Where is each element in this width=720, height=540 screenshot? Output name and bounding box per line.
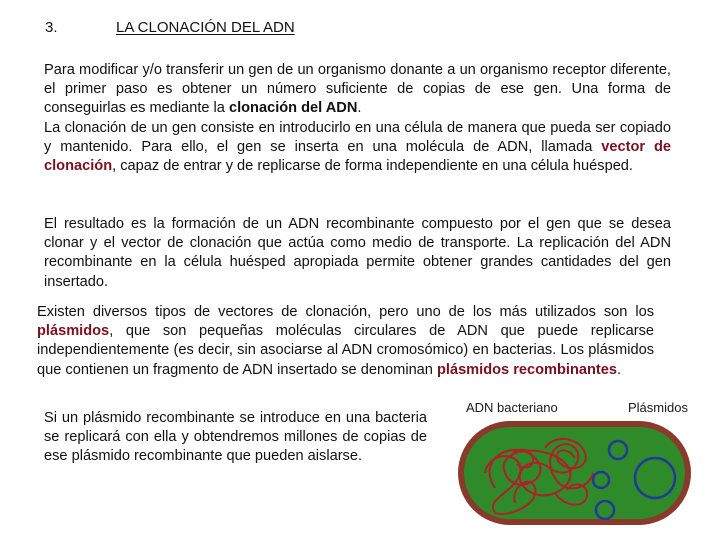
term-vector-clonacion: vector de clonación [44, 138, 671, 175]
paragraph-intro [44, 61, 671, 176]
paragraph-text: Existen diversos tipos de vectores de clonación, pero uno de los más utilizados son los [37, 304, 654, 320]
term-clonacion-adn: clonación del ADN [228, 100, 358, 117]
section-number: 3. [45, 19, 58, 36]
paragraph-text: La clonación de un gen consiste en introducirlo en una célula de manera que pueda ser copiado y mantenido. Para ello, el gen se inserta en una molécula de ADN, llamada [44, 119, 671, 155]
paragraph-text: , capaz de entrar y de replicarse de forma independiente en una célula huésped. [112, 158, 633, 175]
label-adn-bacteriano: ADN bacteriano [466, 400, 558, 415]
section-title: LA CLONACIÓN DEL ADN [116, 19, 295, 36]
paragraph-recombinante: El resultado es la formación de un ADN recombinante compuesto por el gen que se desea clonar y el vector de clonación que actúa como medio de transporte. La replicación del ADN recombinante en la célula huésped apropiada permite obtener grandes cantidades del gen insertado. [44, 216, 671, 290]
paragraph-text: . [357, 100, 362, 117]
label-plasmidos: Plásmidos [628, 400, 688, 415]
bacteria-illustration [455, 418, 695, 528]
paragraph-text: . [617, 361, 622, 378]
term-plasmidos: plásmidos [37, 323, 110, 340]
paragraph-text: Para modificar y/o transferir un gen de un organismo donante a un organismo receptor diferente, el primer paso es obtener un número suficiente de copias de ese gen. Una forma de conseguirlas es mediante la [44, 62, 671, 117]
paragraph-plasmidos [37, 303, 654, 380]
paragraph-replicacion: Si un plásmido recombinante se introduce en una bacteria se replicará con ella y obtendremos millones de copias de ese plásmido recombinante que pueden aislarse. [44, 410, 427, 465]
paragraph-text: , que son pequeñas moléculas circulares de ADN que puede replicarse independientemente (es decir, sin asociarse al ADN cromosómico) en bacterias. Los plásmidos que contienen un fragmento de ADN insertado se denominan [37, 323, 654, 378]
term-plasmidos-recombinantes: plásmidos recombinantes [436, 361, 618, 378]
